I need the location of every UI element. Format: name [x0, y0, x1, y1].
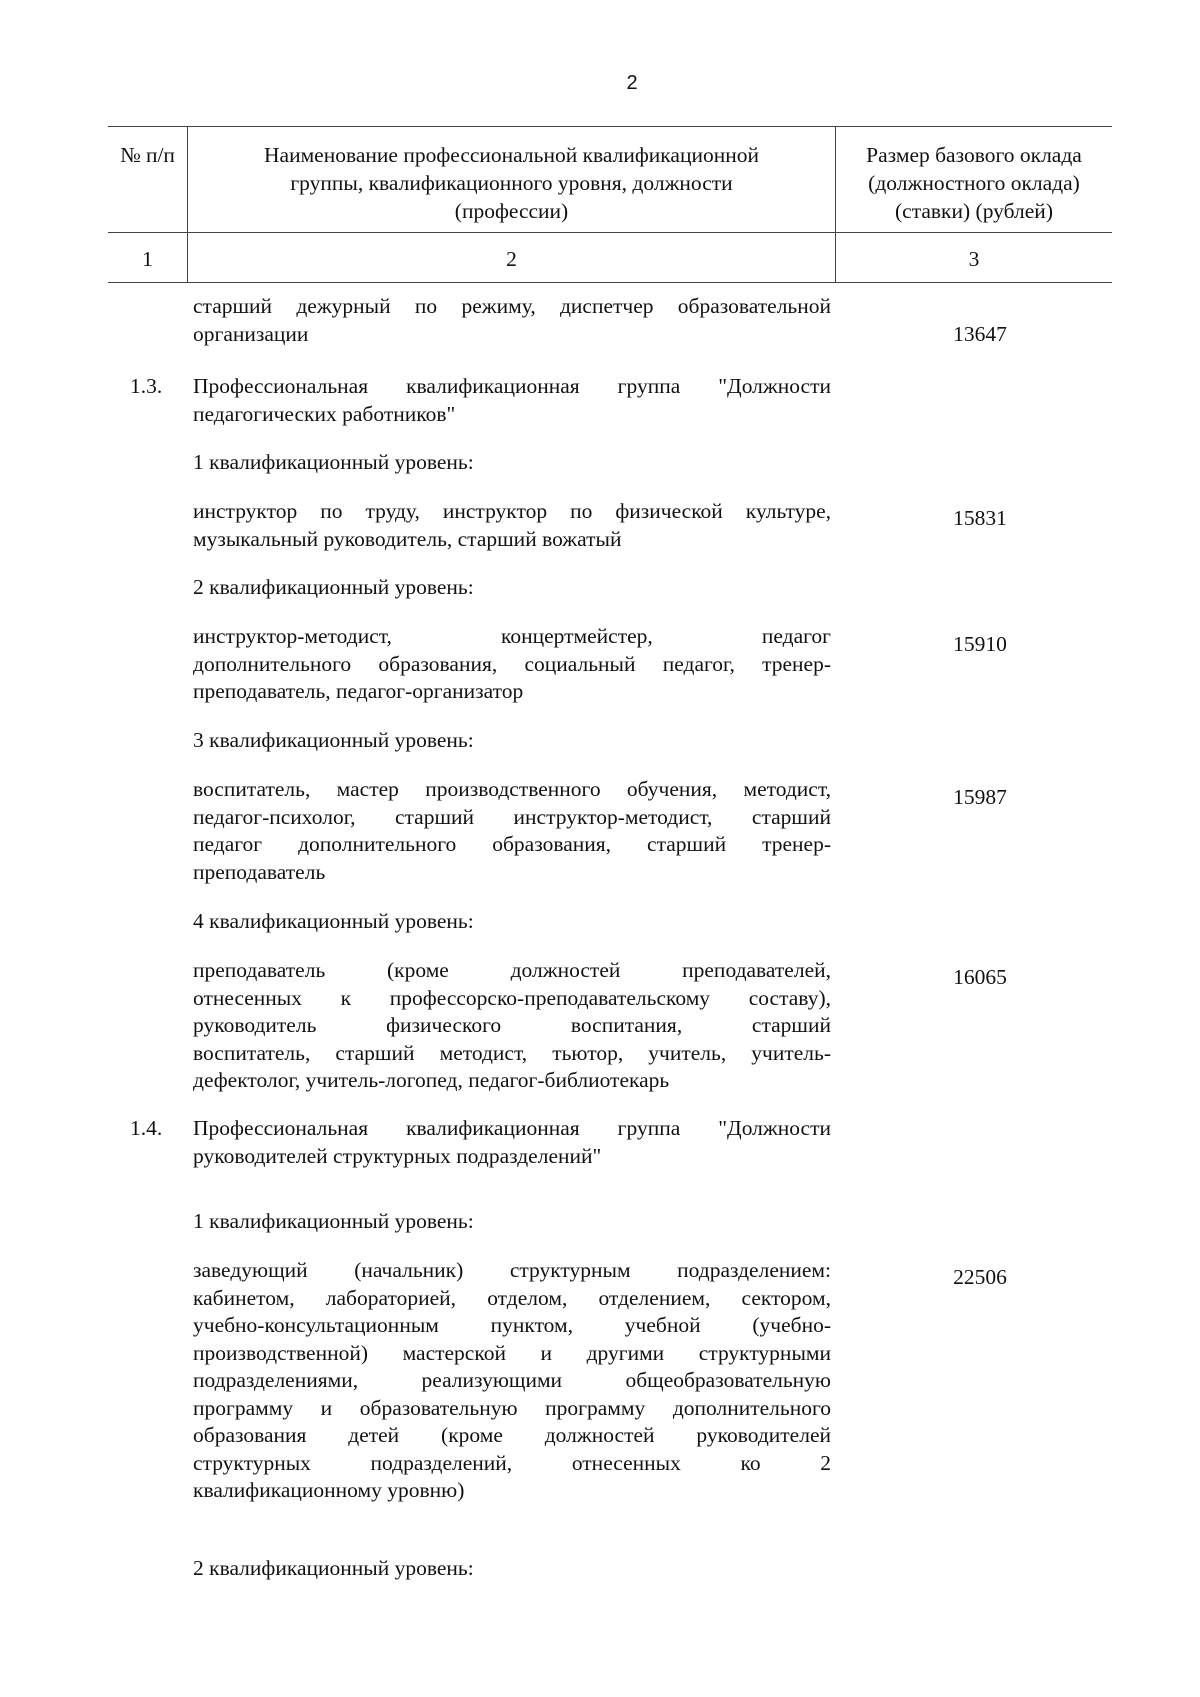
group-title: [193, 1115, 831, 1170]
salary-value: 22506: [953, 1265, 1007, 1289]
entry-line: дефектолог, учитель-логопед, педагог-библиотекарь: [193, 1068, 670, 1092]
header-line: группы, квалификационного уровня, должности: [290, 171, 733, 195]
entry-line: квалификационному уровню): [193, 1478, 465, 1502]
entry-line: музыкальный руководитель, старший вожатый: [193, 526, 622, 551]
entry-line: 1 квалификационный уровень:: [193, 450, 474, 474]
group-title: [193, 373, 831, 428]
header-line: Размер базового оклада: [866, 143, 1082, 167]
header-index-3: 3: [968, 247, 980, 271]
group-number: 1.3.: [130, 374, 163, 398]
entry-line: кабинетом, лабораторией, отделом, отделением, сектором,: [193, 1285, 831, 1310]
level-heading: [193, 1555, 831, 1583]
entry-line: руководителей структурных подразделений": [193, 1143, 602, 1168]
position-entry: [193, 1257, 831, 1505]
salary-value: 13647: [953, 322, 1007, 346]
header-index-2: 2: [506, 247, 517, 271]
table-header: [108, 126, 1112, 283]
level-heading: [193, 449, 831, 477]
position-entry: [193, 957, 831, 1095]
entry-line: организации: [193, 321, 309, 346]
salary-value: 16065: [953, 965, 1007, 989]
entry-line: инструктор по труду, инструктор по физической культуре,: [193, 499, 831, 523]
entry-line: 2 квалификационный уровень:: [193, 1556, 474, 1580]
header-col-name: [188, 141, 835, 225]
group-number: 1.4.: [130, 1116, 163, 1140]
salary-value: 15987: [953, 785, 1007, 809]
header-index-1: 1: [142, 247, 153, 271]
header-line: (профессии): [454, 199, 569, 223]
header-col-salary: [836, 141, 1112, 225]
entry-line: инструктор-методист, концертмейстер, педагог: [193, 624, 831, 648]
entry-line: педагогических работников": [193, 401, 456, 426]
position-entry: [193, 293, 831, 348]
level-heading: [193, 908, 831, 936]
entry-line: учебно-консультационным пунктом, учебной (учебно-: [193, 1313, 831, 1337]
entry-line: 3 квалификационный уровень:: [193, 728, 474, 752]
entry-line: программу и образовательную программу дополнительного: [193, 1395, 831, 1420]
entry-line: воспитатель, мастер производственного обучения, методист,: [193, 777, 831, 801]
entry-line: преподаватель, педагог-организатор: [193, 679, 524, 703]
salary-value: 15910: [953, 632, 1007, 656]
header-col-number: № п/п: [120, 143, 175, 167]
entry-line: подразделениями, реализующими общеобразовательную: [193, 1368, 831, 1392]
header-line: Наименование профессиональной квалификационной: [264, 143, 759, 167]
entry-line: 2 квалификационный уровень:: [193, 575, 474, 599]
position-entry: [193, 498, 831, 553]
page-number: 2: [626, 72, 638, 94]
level-heading: [193, 727, 831, 755]
header-line: (должностного оклада): [868, 171, 1080, 195]
entry-line: 1 квалификационный уровень:: [193, 1209, 474, 1233]
entry-line: преподаватель: [193, 859, 326, 884]
level-heading: [193, 1208, 831, 1236]
salary-value: 15831: [953, 506, 1007, 530]
entry-line: преподаватель (кроме должностей преподавателей,: [193, 958, 831, 982]
entry-line: образования детей (кроме должностей руководителей: [193, 1423, 831, 1447]
entry-line: Профессиональная квалификационная группа "Должности: [193, 374, 831, 398]
entry-line: производственной) мастерской и другими структурными: [193, 1340, 831, 1365]
entry-line: воспитатель, старший методист, тьютор, учитель, учитель-: [193, 1040, 831, 1065]
position-entry: [193, 623, 831, 706]
entry-line: руководитель физического воспитания, старший: [193, 1013, 831, 1037]
entry-line: старший дежурный по режиму, диспетчер образовательной: [193, 294, 831, 318]
position-entry: [193, 776, 831, 886]
entry-line: отнесенных к профессорско-преподавательскому составу),: [193, 985, 831, 1010]
entry-line: заведующий (начальник) структурным подразделением:: [193, 1258, 831, 1282]
entry-line: дополнительного образования, социальный педагог, тренер-: [193, 651, 831, 676]
entry-line: Профессиональная квалификационная группа "Должности: [193, 1116, 831, 1140]
header-line: (ставки) (рублей): [895, 199, 1053, 223]
entry-line: структурных подразделений, отнесенных ко 2: [193, 1450, 831, 1475]
entry-line: педагог-психолог, старший инструктор-методист, старший: [193, 804, 831, 829]
entry-line: 4 квалификационный уровень:: [193, 909, 474, 933]
level-heading: [193, 574, 831, 602]
entry-line: педагог дополнительного образования, старший тренер-: [193, 832, 831, 856]
